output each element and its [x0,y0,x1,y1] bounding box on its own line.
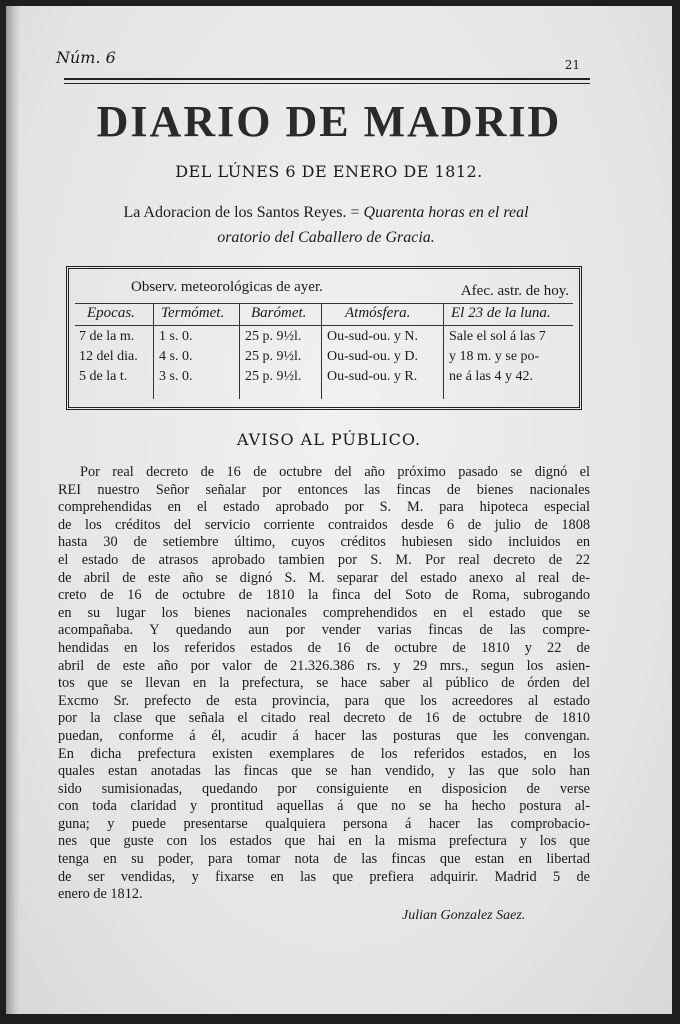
body-line: abril de este año por valor de 21.326.386 rs. y 29 mrs., segun los asien- [58,657,590,674]
termo-row-2: 4 s. 0. [159,349,193,364]
luna-line-3: ne á las 4 y 42. [449,369,533,384]
termo-row-1: 1 s. 0. [159,329,193,344]
atmos-row-2: Ou-sud-ou. y D. [327,349,418,364]
body-line: por la clase que señala el citado real decreto de 16 de octubre de 1810 [58,710,590,727]
body-line: quales estan anotadas las fincas que se han vendido, y las que solo han [58,763,590,780]
body-line: hendidas en los referidos estados de 16 de octubre de 1810 y 22 de [58,639,590,656]
body-line: Por real decreto de 16 de octubre del año próximo pasado se dignó el [80,464,590,480]
body-line: hasta 30 de setiembre último, cuyos créditos hubiesen sido incluidos en [58,534,590,551]
atmos-row-1: Ou-sud-ou. y N. [327,329,418,344]
baro-row-1: 25 p. 9½l. [245,329,302,344]
body-line: de los créditos del servicio corriente contraidos desde 6 de julio de 1808 [58,516,590,533]
astro-heading: Afec. astr. de hoy. [460,283,569,299]
col-barometro: Barómet. [251,305,307,321]
atmosfera-cells [327,327,418,387]
body-line: enero de 1812. [58,886,143,903]
epoca-cells [79,327,138,387]
body-line: tos que se llevan en la prefectura, se hace saber al público de órden del [58,675,590,692]
body-line: puedan, conforme á él, acudir á hacer las posturas que les convengan. [58,727,590,744]
top-rule-thin [64,83,590,84]
col-divider [239,303,240,399]
body-line: con toda claridad y prontitud aquellas á que no se ha hecho postura al- [58,798,590,815]
col-epocas: Epocas. [87,305,135,321]
body-line: el estado de atrasos aprobado tambien por S. M. Por real decreto de 22 [58,551,590,568]
body-line: sido sumisionadas, quedando por consiguiente en disposicion de verse [58,780,590,797]
luna-cells [449,327,546,387]
epoca-row-1: 7 de la m. [79,329,135,344]
aviso-body [58,464,590,904]
epoca-row-2: 12 del dia. [79,349,138,364]
epoca-row-3: 5 de la t. [79,369,128,384]
page-shadow [6,6,20,1014]
atmos-row-3: Ou-sud-ou. y R. [327,369,418,384]
termo-row-3: 3 s. 0. [159,369,193,384]
weather-heading: Observ. meteorológicas de ayer. [131,279,323,295]
table-rule [75,303,573,304]
barometro-cells [245,327,301,387]
newspaper-page [6,6,672,1014]
feast-text: La Adoracion de los Santos Reyes. = [123,204,364,221]
top-rule [64,78,590,80]
page-number: 21 [564,58,580,72]
baro-row-2: 25 p. 9½l. [245,349,302,364]
masthead-title: DIARIO DE MADRID [96,97,562,146]
body-line: REI nuestro Señor señalar por entonces las fincas de bienes nacionales [58,481,590,498]
body-line: creto de 16 de octubre de 1810 la finca del Soto de Roma, subrogando [58,587,590,604]
col-divider [321,303,322,399]
body-line: en su lugar los bienes nacionales comprehendidos en el estado que se [58,604,590,621]
luna-line-2: y 18 m. y se po- [449,349,540,364]
col-divider [443,303,444,399]
col-atmosfera: Atmósfera. [345,305,411,321]
body-line: comprehendidas en el estado aprobado por S. M. para hipoteca especial [58,499,590,516]
body-line: guna; y puede presentarse qualquiera persona á hacer las comprobacio- [58,815,590,832]
termometro-cells [159,327,192,387]
feast-notice [66,200,586,250]
body-line: En dicha prefectura existen exemplares de los referidos estados, en los [58,745,590,762]
feast-text-italic-2: oratorio del Caballero de Gracia. [217,229,435,246]
dateline: DEL LÚNES 6 DE ENERO DE 1812. [175,162,483,181]
col-divider [153,303,154,399]
body-line: de abril de este año se dignó S. M. separar del estado anexo al real de- [58,569,590,586]
body-line: acompañaba. Y quedando aun por vender varias fincas de las compre- [58,622,590,639]
signature: Julian Gonzalez Saez. [402,908,526,923]
col-termometro: Termómet. [161,305,225,321]
body-line: Excmo Sr. prefecto de esta provincia, para que los acreedores al estado [58,692,590,709]
weather-table [66,266,582,410]
body-line: tenga en su poder, para tomar nota de las fincas que estan en libertad [58,851,590,868]
body-line: nes que guste con los estados que hai en la misma prefectura y los que [58,833,590,850]
feast-text-italic: Quarenta horas en el real [363,204,529,221]
table-rule [75,325,573,326]
baro-row-3: 25 p. 9½l. [245,369,302,384]
aviso-title: AVISO AL PÚBLICO. [236,430,422,449]
luna-line-1: Sale el sol á las 7 [449,329,546,344]
col-luna: El 23 de la luna. [451,305,551,321]
issue-number: Núm. 6 [56,48,116,67]
body-line: de ser vendidas, y fixarse en las que prefiera adquirir. Madrid 5 de [58,868,590,885]
